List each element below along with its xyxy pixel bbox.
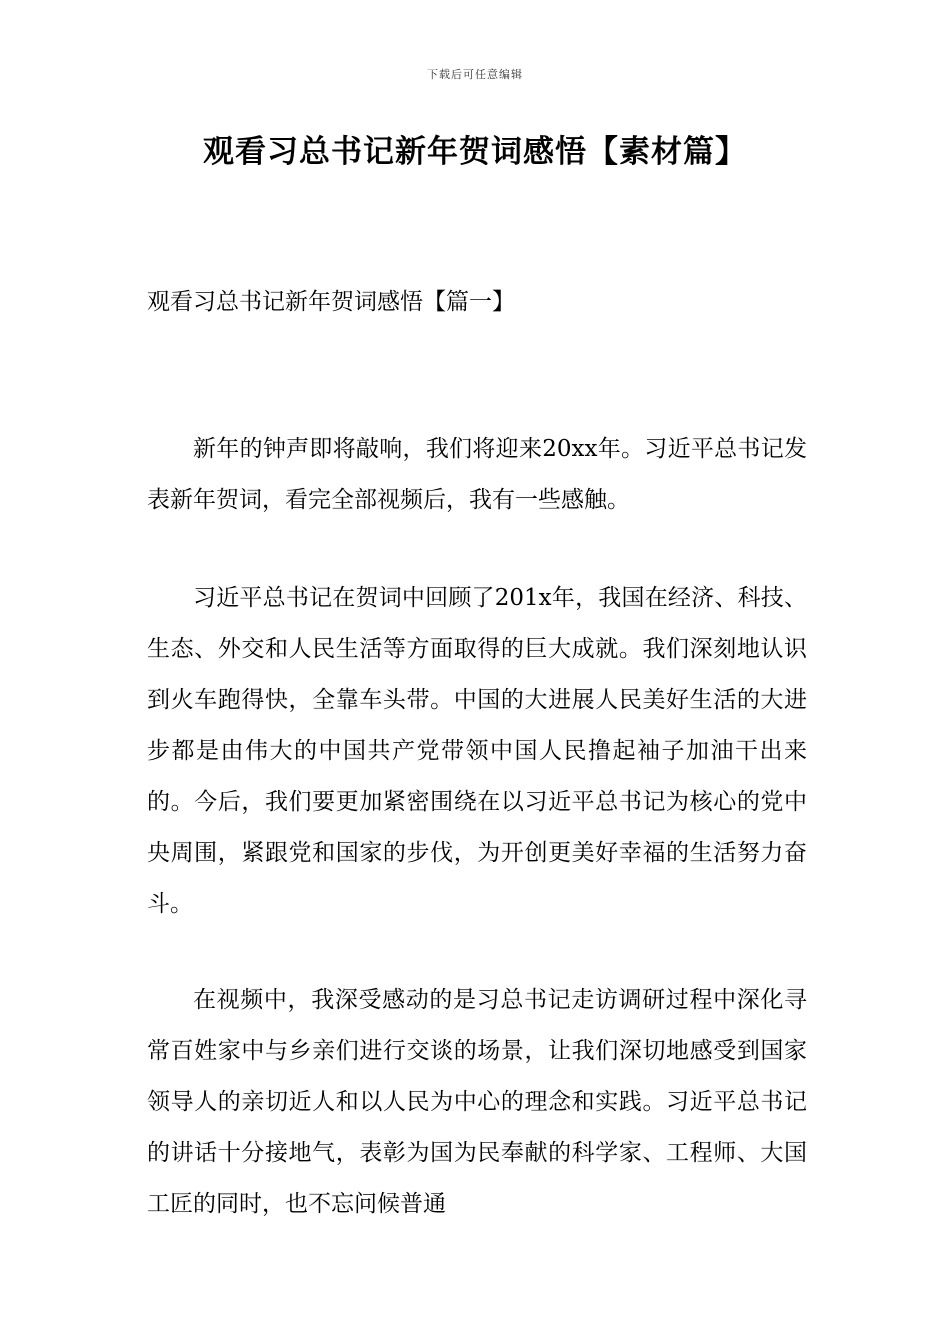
- paragraph-2: 习近平总书记在贺词中回顾了201x年，我国在经济、科技、生态、外交和人民生活等方面取得的巨大成就。我们深刻地认识到火车跑得快，全靠车头带。中国的大进展人民美好生活的大进步都是由伟大的中国共产党带领中国人民撸起袖子加油干出来的。今后，我们要更加紧密围绕在以习近平总书记为核心的党中央周围，紧跟党和国家的步伐，为开创更美好幸福的生活努力奋斗。: [147, 585, 807, 917]
- paragraph-1: 新年的钟声即将敲响，我们将迎来20xx年。习近平总书记发表新年贺词，看完全部视频后，我有一些感触。: [147, 436, 807, 513]
- document-title: 观看习总书记新年贺词感悟【素材篇】: [203, 134, 747, 170]
- header-note: 下载后可任意编辑: [427, 68, 523, 81]
- section-heading: 观看习总书记新年贺词感悟【篇一】: [147, 289, 515, 315]
- paragraph-3: 在视频中，我深受感动的是习总书记走访调研过程中深化寻常百姓家中与乡亲们进行交谈的场景，让我们深切地感受到国家领导人的亲切近人和以人民为中心的理念和实践。习近平总书记的讲话十分接地气，表彰为国为民奉献的科学家、工程师、大国工匠的同时，也不忘问候普通: [147, 987, 807, 1217]
